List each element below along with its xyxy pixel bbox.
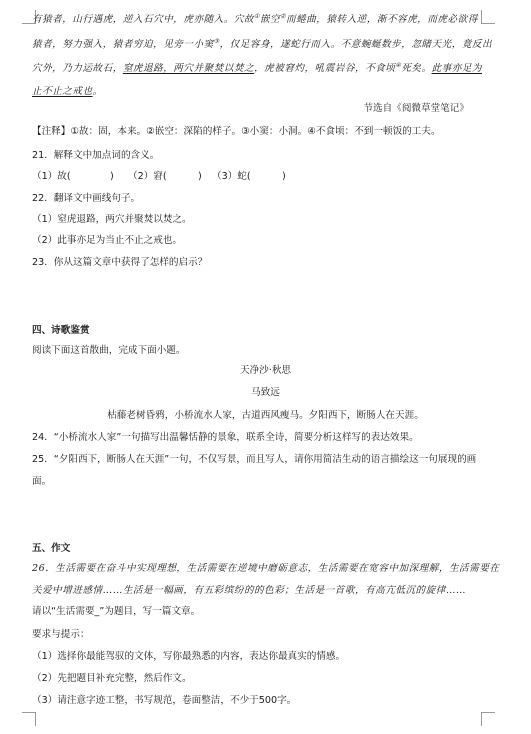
question-22-item-1: （1）窒虎退路，两穴并聚焚以焚之。 (32, 214, 192, 225)
question-26-line-1: 26．生活需要在奋斗中实现理想，生活需要在逆境中磨砺意志，生活需要在宽容中加深理解，生活需要在 (32, 563, 500, 574)
question-22: 22．翻译文中画线句子。 (32, 193, 141, 204)
poem-author: 马致远 (251, 387, 280, 398)
passage-line-2: 猿者，努力强入，猿者穷迫，见旁一小窦③，仅足容身，遂蛇行而入。不意蜿蜒数步，忽睹天光，竟反出 (32, 38, 493, 50)
question-24: 24．“小桥流水人家”一句描写出温馨恬静的景象，联系全诗，简要分析这样写的表达效果。 (32, 432, 419, 443)
crop-mark-top-right (481, 10, 495, 24)
requirements-label: 要求与提示： (32, 629, 90, 640)
section-5-heading: 五、作文 (32, 543, 71, 554)
annotations: 【注释】①故：固，本来。②嵌空：深陷的样子。③小窦：小洞。④不食顷：不到一顿饭的工夫。 (32, 126, 441, 137)
crop-mark-bottom-right (481, 712, 495, 726)
underlined-sentence-1: 窒虎退路，两穴并聚焚以焚之 (122, 63, 255, 74)
question-26-prompt: 请以“生活需要_”为题目，写一篇文章。 (32, 606, 201, 617)
question-25-line-2: 面。 (32, 476, 52, 487)
passage-line-4: 止不止之戒也。 (32, 86, 103, 97)
passage-line-3: 穴外，乃力运故石，窒虎退路，两穴并聚焚以焚之，虎被窘灼，吼震岩谷，不食顷④死矣。此事亦足为 (32, 62, 483, 74)
source-citation: 节选自《阅微草堂笔记》 (363, 103, 469, 114)
question-21: 21．解释文中加点词的含义。 (32, 150, 160, 161)
section-4-heading: 四、诗歌鉴赏 (32, 325, 90, 336)
poem-body: 枯藤老树昏鸦，小桥流水人家，古道西风瘦马。夕阳西下，断肠人在天涯。 (107, 410, 424, 421)
exam-page: 有猿者，山行遇虎，逆入石穴中，虎亦随入。穴故①嵌空②而蜷曲，猿转入逆，渐不容虎，而虎必欲得 猿者，努力强入，猿者穷迫，见旁一小窦③，仅足容身，遂蛇行而入。不意蜿蜒数步，忽睹天光，竟反出 穴外，乃力运故石，窒虎退路，两穴并聚焚以焚之，虎被窘灼，吼震岩谷，不食顷④死矣。此事亦足为 止不止之戒也。 节选自《阅微草堂笔记》 【注释】①故：固，本来。②嵌空：深陷的样子。③小窦：小洞。④不食顷：不到一顿饭的工夫。 21．解释文中加点词的含义。 （1）故( ) （2）窘( ) （3）蛇( ) 22．翻译文中画线句子。 （1）窒虎退路，两穴并聚焚以焚之。 （2）此事亦足为当止不止之戒也。 23．你从这篇文章中获得了怎样的启示？ 四、诗歌鉴赏 阅读下面这首散曲，完成下面小题。 天净沙·秋思 马致远 枯藤老树昏鸦，小桥流水人家，古道西风瘦马。夕阳西下，断肠人在天涯。 24．“小桥流水人家”一句描写出温馨恬静的景象，联系全诗，简要分析这样写的表达效果。 25．“夕阳西下，断肠人在天涯”一句，不仅写景，而且写人，请你用简洁生动的语言描绘这一句展现的画 面。 五、作文 26．生活需要在奋斗中实现理想，生活需要在逆境中磨砺意志，生活需要在宽容中加深理解，生活需要在 关爱中增进感情……生活是一幅画，有五彩缤纷的的色彩；生活是一首歌，有高亢低沉的旋律…… 请以“生活需要_”为题目，写一篇文章。 要求与提示： （1）选择你最能驾驭的文体，写你最熟悉的内容，表达你最真实的情感。 （2）先把题目补充完整，然后作文。 （3）请注意字迹工整，书写规范，卷面整洁，不少于500字。 (0, 0, 531, 734)
section-4-instruction: 阅读下面这首散曲，完成下面小题。 (32, 345, 186, 356)
question-25-line-1: 25．“夕阳西下，断肠人在天涯”一句，不仅写景，而且写人，请你用简洁生动的语言描绘这一句展现的画 (32, 454, 477, 465)
requirement-2: （2）先把题目补充完整，然后作文。 (32, 673, 192, 684)
underlined-sentence-2-start: 此事亦足为 (431, 63, 483, 74)
question-22-item-2: （2）此事亦足为当止不止之戒也。 (32, 235, 183, 246)
crop-mark-bottom-left (22, 712, 36, 726)
question-26-line-2: 关爱中增进感情……生活是一幅画，有五彩缤纷的的色彩；生活是一首歌，有高亢低沉的旋律…… (32, 585, 467, 596)
requirement-1: （1）选择你最能驾驭的文体，写你最熟悉的内容，表达你最真实的情感。 (32, 651, 346, 662)
question-23: 23．你从这篇文章中获得了怎样的启示？ (32, 257, 208, 268)
underlined-sentence-2-end: 止不止之戒也 (32, 86, 93, 97)
passage-line-1: 有猿者，山行遇虎，逆入石穴中，虎亦随入。穴故①嵌空②而蜷曲，猿转入逆，渐不容虎，而虎必欲得 (32, 13, 478, 25)
requirement-3: （3）请注意字迹工整，书写规范，卷面整洁，不少于500字。 (32, 695, 297, 706)
poem-title: 天净沙·秋思 (239, 365, 292, 376)
